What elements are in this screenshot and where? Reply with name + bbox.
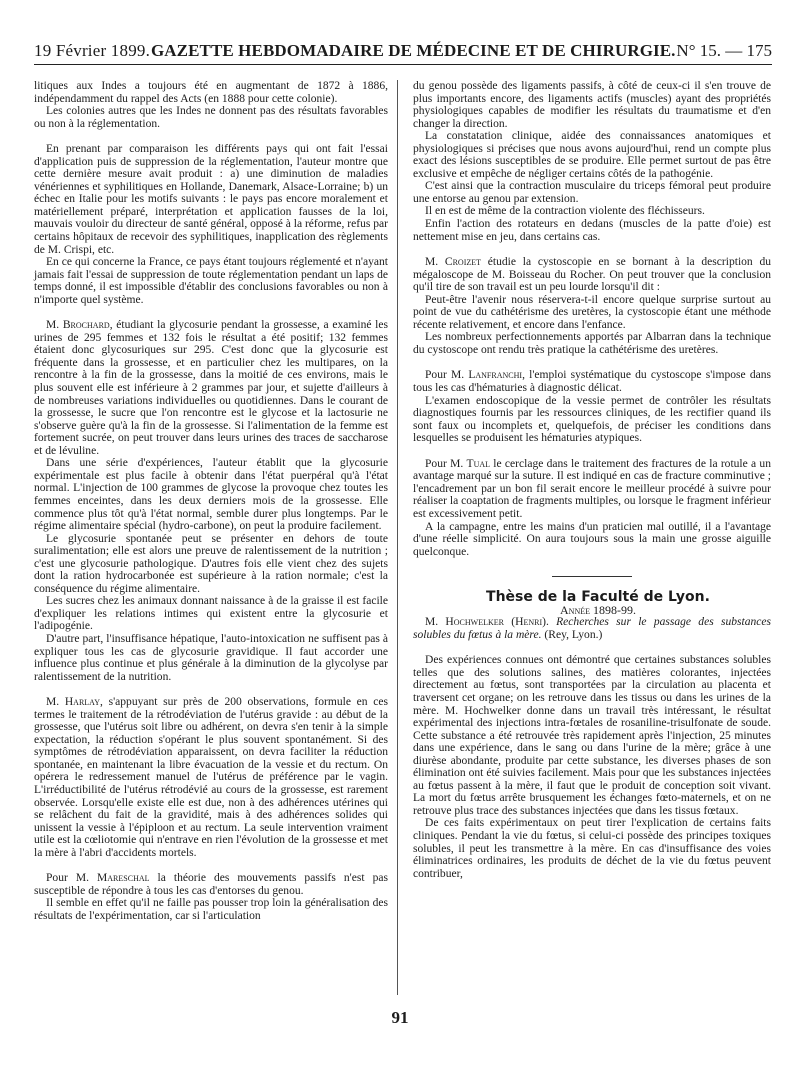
thesis-publisher: (Rey, Lyon.) <box>541 628 603 641</box>
paragraph-prefix: Pour M. <box>46 872 98 885</box>
author-name: M. Croizet <box>425 256 482 269</box>
author-name: Lanfranchi <box>468 369 523 382</box>
paragraph: du genou possède des ligaments passifs, à côté de ceux-ci il s'en trouve de plus importants encore, des ligaments actifs (muscles) ayant des propriétés physiologiques capables de modifier les résultats du traumatisme et d'en changer la direction. <box>413 80 771 130</box>
paragraph: Il en est de même de la contraction violente des fléchisseurs. <box>425 205 705 218</box>
paragraph <box>34 319 388 457</box>
paragraph: L'examen endoscopique de la vessie permet de contrôler les résultats diagnostiques fournis par les ressources cliniques, de les rectifier quand ils sont faux ou incomplets et, quelquefois, de préciser les conditions dans lesquelles se produisent les hématuries atypiques. <box>413 394 771 445</box>
author-name: M. Brochard <box>46 319 110 332</box>
right-column <box>413 80 771 880</box>
header-date: 19 Février 1899. <box>34 41 151 60</box>
paragraph: C'est ainsi que la contraction musculaire du triceps fémoral peut produire une entorse au genou par extension. <box>413 180 771 205</box>
paragraph <box>34 696 388 859</box>
paragraph: En prenant par comparaison les différents pays qui ont fait l'essai d'application puis de suppression de la réglementation, l'auteur montre que cette dernière mesure avait produit : a) une diminution de maladies vénériennes et syphilitiques en Hollande, Danemark, Alsace-Lorraine; b) un échec en Italie pour les motifs suivants : le pays pas encore moralement et matériellement préparé, interprétation et application fausses de la loi, mauvais vouloir du directeur de santé général, opposé à la réforme, refus par certains hôpitaux de recevoir des syphilitiques, inapplication des règlements de M. Crispi, etc. <box>34 143 388 256</box>
paragraph-text: , s'appuyant sur près de 200 observations, formule en ces termes le traitement de la rétrodéviation de l'utérus gravide : au début de la grossesse, que l'utérus soit libre ou adhérent, on devra s'en tenir à la simple expectation, la réduction s'opérant le plus souvent spontanément. Si des symptômes de rétrodéviation apparaissent, on devra faciliter la réduction spontanée, en maintenant la libre évacuation de la vessie et du rectum. On opérera le redressement manuel de l'utérus de préférence par le vagin. L'irréductibilité de l'utérus rétrodévié au cours de la grossesse, est rarement observée. Lorsqu'elle existe elle est due, non à des adhérences utérines qui se relâchent du fait de la gravidité, mais à des adhérences solides qui unissent la vessie à l'épiploon et au rectum. La seule intervention vraiment utile est la cœliotomie qui n'entrave en rien l'évolution de la grossesse et met la mère à l'abri d'accidents mortels. <box>34 696 388 859</box>
paragraph: D'autre part, l'insuffisance hépatique, l'auto-intoxication ne suffisent pas à expliquer tous les cas de glycosurie gravidique. Il faut accorder une influence plus continue et plus générale à la diminution de la glycolyse par ralentissement de la nutrition. <box>34 632 388 683</box>
paragraph-text: , étudiant la glycosurie pendant la grossesse, a examiné les urines de 295 femmes et 132 fois le résultat a été positif; 132 femmes étaient donc glycosuriques sur 295. C'est donc que la glycosurie est fréquente dans la grossesse, et en particulier chez les multipares, on la rencontre à la fin de la grossesse, dans la moitié de ces environs, mais le plus souvent elle est inférieure à 2 grammes par jour, et sujette d'ailleurs à de nombreuses variations individuelles ou quotidiennes. Dans le courant de la grossesse, le sucre que l'on rencontre est le glycose et la lactosurie ne s'observe guère qu'à la fin de la grossesse. Si l'alimentation de la femme est fortement sucrée, on peut trouver dans leurs urines des traces de saccharose et de lévuline. <box>34 319 389 457</box>
thesis-citation <box>413 616 771 641</box>
paragraph: Les nombreux perfectionnements apportés par Albarran dans la technique du cystoscope ont rendu très pratique la cathétérisme des uretères. <box>413 331 771 356</box>
paragraph: De ces faits expérimentaux on peut tirer l'explication de certains faits cliniques. Pendant la vie du fœtus, si celui-ci possède des principes toxiques solubles, il peut les transmettre à la mère. En cas d'insuffisance des voies éliminatrices ordinaires, les produits de déchet de la vie du fœtus peuvent contribuer, <box>413 817 771 880</box>
left-column <box>34 80 388 922</box>
paragraph-prefix: Pour M. <box>425 369 469 382</box>
paragraph-text: la théorie des mouvements passifs n'est pas susceptible de répondre à tous les cas d'entorses du genou. <box>34 872 388 897</box>
paragraph: litiques aux Indes a toujours été en augmentant de 1872 à 1886, indépendamment du rappel des Acts (en 1888 pour cette colonie). <box>34 80 388 105</box>
paragraph <box>413 256 771 294</box>
sheet-signature: 91 <box>391 1008 409 1027</box>
paragraph <box>34 872 388 897</box>
paragraph-prefix: Pour M. <box>425 457 467 470</box>
paragraph: Dans une série d'expériences, l'auteur établit que la glycosurie expérimentale est plus facile à obtenir dans l'état puerpéral qu'à l'état normal. L'injection de 100 grammes de glycose la provoque chez toutes les femmes enceintes, dans les deux derniers mois de la grossesse. Elle commence plus tôt qu'à l'état normal, semble durer plus longtemps. Par le régime alimentaire spécial (hydro-carbone), on peut la produire facilement. <box>34 457 388 533</box>
paragraph: Les sucres chez les animaux donnant naissance à de la graisse il est facile d'expliquer les relations intimes qui existent entre la glycosurie et l'adipogénie. <box>34 595 388 633</box>
section-rule <box>552 576 632 577</box>
paragraph: Le glycosurie spontanée peut se présenter en dehors de toute suralimentation; elle est alors une preuve de ralentissement de la nutrition ; c'est une glycosurie pathologique. D'autres fois elle vient chez des sujets dont la ration hydrocarbonée est supérieure à la ration normale; c'est la conséquence du régime alimentaire. <box>34 532 388 595</box>
author-name: Tual <box>466 457 491 470</box>
running-header <box>34 38 772 65</box>
thesis-author: M. Hochwelker (Henri). <box>425 616 549 629</box>
paragraph: En ce qui concerne la France, ce pays étant toujours réglementé et n'ayant jamais fait l'essai de suppression de toute réglementation pendant un laps de temps donné, il est impossible d'établir des conclusions favorables ou non à n'importe quel système. <box>34 256 388 306</box>
thesis-title: Recherches sur le passage des substances solubles du fœtus à la mère. <box>413 616 771 641</box>
paragraph-text: , l'emploi systématique du cystoscope s'impose dans tous les cas d'hématuries à diagnostic délicat. <box>413 369 771 395</box>
paragraph: Peut-être l'avenir nous réservera-t-il encore quelque surprise surtout au point de vue du cathétérisme des uretères, la cystoscopie étant une méthode récente relativement, et encore dans l'enfance. <box>413 293 771 331</box>
paragraph: Les colonies autres que les Indes ne donnent pas des résultats favorables ou non à la réglementation. <box>34 105 388 130</box>
paragraph: Enfin l'action des rotateurs en dedans (muscles de la patte d'oie) est nettement mise en jeu, dans certains cas. <box>413 218 771 243</box>
column-divider <box>397 80 398 995</box>
paragraph: A la campagne, entre les mains d'un praticien mal outillé, il a l'avantage d'une réelle simplicité. On aura toujours sous la main une grosse aiguille quelconque. <box>413 520 771 558</box>
paragraph-text: étudie la cystoscopie en se bornant à la description du mégaloscope de M. Boisseau du Rocher. On peut trouver que la conclusion qu'il tire de son travail est un peu lourde lorsqu'il dit : <box>413 256 771 294</box>
paragraph: Des expériences connues ont démontré que certaines substances solubles telles que des solutions salines, des matières colorantes, injectées directement au fœtus, sont transportées par la circulation au placenta et traversent cet organe; on les retrouve dans les tissus ou dans les urines de la mère. M. Hochwelker donne dans un travail très intéressant, le résultat expérimental des injections intra-fœtales de rosaniline-trisulfonate de soude. Cette substance a été retrouvée très rapidement après l'injection, 25 minutes dans une expérience, dans le sang ou dans l'urine de la mère; grâce à une diurèse abondante, produite par cette substance, les diverses phases de son élimination ont été suivies facilement. Mais pour que les substances injectées au fœtus passent à la mère, il faut que le produit de conception soit vivant. La mort du fœtus arrête brusquement les échanges fœto-maternels, et on ne retrouve plus trace des substances injectées que dans les tissus fœtaux. <box>413 654 771 817</box>
academic-year: Année 1898-99. <box>560 602 636 617</box>
paragraph: La constatation clinique, aidée des connaissances anatomiques et physiologiques si précises que nous avons aujourd'hui, rend un compte plus exact des lésions susceptibles de se produire. Elle permet surtout de pas être exclusive et empêche de négliger certains côtés de la pathogénie. <box>413 130 771 180</box>
header-issue-page: N° 15. — 175 <box>676 41 772 60</box>
paragraph <box>413 369 771 394</box>
paragraph-text: le cerclage dans le traitement des fractures de la rotule a un avantage marqué sur la suture. Il est indiqué en cas de fracture comminutive ; l'encadrement par un bon fil serait encore le meilleur procédé à suivre pour réaliser la coaptation de fragments multiples, ou lorsque le fragment inférieur est excessivement petit. <box>413 457 771 520</box>
paragraph: Il semble en effet qu'il ne faille pas pousser trop loin la généralisation des résultats de l'expérimentation, car si l'articulation <box>34 897 388 922</box>
author-name: Mareschal <box>97 872 150 885</box>
header-journal-title: GAZETTE HEBDOMADAIRE DE MÉDECINE ET DE CHIRURGIE. <box>150 41 676 60</box>
author-name: M. Harlay <box>46 696 100 709</box>
section-title: Thèse de la Faculté de Lyon. <box>486 589 710 606</box>
paragraph <box>413 458 771 521</box>
